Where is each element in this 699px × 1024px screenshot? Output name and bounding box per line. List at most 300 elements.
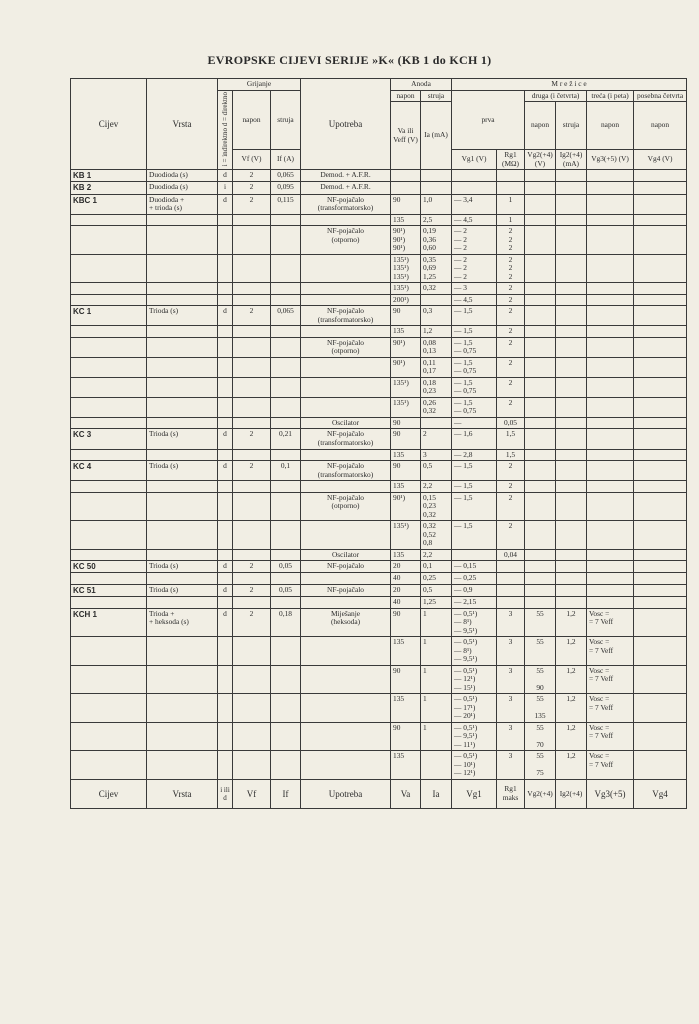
cell-upotreba: Oscilator [301,417,391,429]
cell-if [271,751,301,780]
cell-ig2 [556,549,587,561]
cell-rg1 [497,561,525,573]
table-row [71,337,687,357]
cell-vg2 [525,254,556,283]
footer-row [71,779,687,808]
cell-upotreba: NF-pojačalo (transformatorsko) [301,306,391,326]
cell-vg1: — 3 [452,283,497,295]
cell-cijev [71,326,147,338]
cell-if [271,492,301,521]
cell-if [271,722,301,751]
cell-vg3 [587,326,634,338]
cell-vg4 [634,429,687,449]
cell-vg2 [525,326,556,338]
cell-vg3 [587,226,634,255]
cell-vg1: — 0,9 [452,584,497,596]
cell-ig2 [556,597,587,609]
cell-vg1: — 0,5¹) — 8¹) — 9,5¹) [452,608,497,637]
cell-vg4 [634,283,687,295]
cell-vg3 [587,182,634,194]
cell-ig2 [556,521,587,550]
cell-vrsta [147,481,218,493]
cell-rg1: 3 [497,608,525,637]
cell-vg4 [634,722,687,751]
header-druga-struja: struja [556,102,587,150]
cell-va: 135 [391,449,421,461]
cell-vg1: — 1,5 [452,481,497,493]
cell-va: 135¹) [391,521,421,550]
table-row [71,597,687,609]
cell-vrsta [147,417,218,429]
cell-vf [233,397,271,417]
cell-vg2 [525,597,556,609]
cell-vrsta [147,637,218,666]
cell-vg2: 55 [525,608,556,637]
cell-vg2 [525,461,556,481]
cell-vrsta [147,751,218,780]
cell-if: 0,18 [271,608,301,637]
cell-rg1: 3 [497,694,525,723]
cell-cijev [71,637,147,666]
header-treca-napon: napon [587,102,634,150]
cell-if [271,337,301,357]
cell-vg1: — 1,5 — 0,75 [452,337,497,357]
header-rg1: Rg1 (MΩ) [497,150,525,170]
cell-vrsta [147,283,218,295]
table-row [71,694,687,723]
cell-va: 135 [391,549,421,561]
table-row [71,521,687,550]
cell-rg1: 2 [497,306,525,326]
cell-rg1: 1,5 [497,429,525,449]
cell-ig2 [556,337,587,357]
cell-vg2: 55 135 [525,694,556,723]
cell-va: 90¹) [391,492,421,521]
cell-vg2: 55 70 [525,722,556,751]
cell-upotreba [301,722,391,751]
cell-rg1: 3 [497,751,525,780]
cell-if [271,226,301,255]
cell-rg1: 0,05 [497,417,525,429]
cell-cijev [71,521,147,550]
cell-type [218,226,233,255]
cell-vg1: — 0,5¹) — 12¹) — 15¹) [452,665,497,694]
cell-vg4 [634,214,687,226]
cell-ia: 0,11 0,17 [421,357,452,377]
cell-vrsta [147,397,218,417]
cell-vg2 [525,397,556,417]
cell-vg3 [587,429,634,449]
cell-rg1: 2 [497,294,525,306]
cell-vrsta [147,254,218,283]
cell-vg1: — 4,5 [452,294,497,306]
cell-vg4 [634,584,687,596]
cell-vrsta [147,294,218,306]
footer-va: Va [391,779,421,808]
tube-table [70,78,687,809]
cell-ig2 [556,226,587,255]
cell-if [271,665,301,694]
cell-va: 135¹) 135¹) 135¹) [391,254,421,283]
table-row [71,397,687,417]
cell-upotreba: Demod. + A.F.R. [301,170,391,182]
header-posebna-napon: napon [634,102,687,150]
cell-va: 200¹) [391,294,421,306]
cell-upotreba [301,751,391,780]
footer-vf: Vf [233,779,271,808]
cell-upotreba: NF-pojačalo [301,584,391,596]
cell-upotreba [301,521,391,550]
cell-rg1: 2 [497,481,525,493]
header-mrezice: M r e ž i c e [452,79,687,91]
cell-vg2 [525,194,556,214]
cell-vrsta [147,597,218,609]
cell-vg1: — 1,6 [452,429,497,449]
footer-upotreba: Upotreba [301,779,391,808]
cell-vg1: — 1,5 — 0,75 [452,397,497,417]
cell-if [271,214,301,226]
cell-vg3: Vosc = = 7 Veff [587,608,634,637]
table-row [71,751,687,780]
cell-va: 90 [391,306,421,326]
cell-vrsta [147,573,218,585]
cell-vf [233,665,271,694]
cell-ia: 1 [421,637,452,666]
cell-upotreba: NF-pojačalo (otporno) [301,492,391,521]
cell-ig2 [556,182,587,194]
cell-if: 0,21 [271,429,301,449]
table-row [71,214,687,226]
cell-vf: 2 [233,194,271,214]
cell-vg3 [587,573,634,585]
cell-vg3 [587,417,634,429]
cell-ia: 1,2 [421,326,452,338]
cell-vg3: Vosc = = 7 Veff [587,694,634,723]
table-row [71,182,687,194]
cell-vg3 [587,194,634,214]
cell-ia: 1 [421,694,452,723]
cell-va: 40 [391,597,421,609]
cell-vg3 [587,481,634,493]
header-grijanje-napon: napon [233,90,271,150]
cell-vrsta [147,492,218,521]
cell-ig2: 1,2 [556,608,587,637]
footer-vg2: Vg2(+4) [525,779,556,808]
cell-vg1: — 2,15 [452,597,497,609]
cell-vf: 2 [233,584,271,596]
cell-ig2 [556,283,587,295]
cell-vg1: — 0,15 [452,561,497,573]
cell-if: 0,115 [271,194,301,214]
cell-vg4 [634,573,687,585]
cell-ia: 0,35 0,69 1,25 [421,254,452,283]
cell-type [218,337,233,357]
cell-vg4 [634,549,687,561]
cell-rg1: 1,5 [497,449,525,461]
cell-vrsta: Duodioda (s) [147,170,218,182]
cell-cijev [71,337,147,357]
cell-vrsta [147,521,218,550]
cell-upotreba: NF-pojačalo (otporno) [301,226,391,255]
cell-ia: 3 [421,449,452,461]
cell-vg4 [634,521,687,550]
cell-vg4 [634,182,687,194]
cell-vg1: — 2,8 [452,449,497,461]
cell-type [218,665,233,694]
cell-vg3 [587,549,634,561]
cell-rg1: 2 [497,461,525,481]
cell-upotreba [301,326,391,338]
cell-cijev [71,449,147,461]
cell-ig2 [556,170,587,182]
table-row [71,170,687,182]
cell-cijev [71,214,147,226]
cell-if: 0,065 [271,306,301,326]
cell-cijev: KC 4 [71,461,147,481]
cell-ig2: 1,2 [556,751,587,780]
cell-vg2 [525,377,556,397]
cell-ia: 0,1 [421,561,452,573]
cell-vg2 [525,214,556,226]
cell-cijev [71,226,147,255]
header-vf: Vf (V) [233,150,271,170]
cell-vf: 2 [233,429,271,449]
cell-va: 90 [391,417,421,429]
cell-vg4 [634,397,687,417]
cell-vf [233,283,271,295]
cell-vg4 [634,481,687,493]
cell-ia: 1 [421,665,452,694]
cell-vrsta [147,326,218,338]
cell-type: d [218,584,233,596]
cell-vg2 [525,306,556,326]
table-row [71,417,687,429]
cell-cijev [71,751,147,780]
cell-vrsta [147,226,218,255]
footer-vg1: Vg1 [452,779,497,808]
cell-vf [233,694,271,723]
cell-upotreba: NF-pojačalo (transformatorsko) [301,461,391,481]
cell-ia: 0,5 [421,461,452,481]
cell-ia: 1,0 [421,194,452,214]
cell-if [271,397,301,417]
cell-vg4 [634,608,687,637]
table-row [71,306,687,326]
cell-ig2 [556,492,587,521]
cell-ia: 2,5 [421,214,452,226]
cell-ig2 [556,306,587,326]
cell-vg4 [634,254,687,283]
cell-vg4 [634,357,687,377]
cell-vg3 [587,561,634,573]
cell-vg4 [634,170,687,182]
cell-rg1: 2 [497,397,525,417]
cell-vf: 2 [233,561,271,573]
cell-cijev [71,254,147,283]
cell-ia: 1 [421,608,452,637]
cell-ig2 [556,214,587,226]
cell-vg3 [587,170,634,182]
cell-vf [233,337,271,357]
header-posebna: posebna četvrta [634,90,687,102]
cell-vrsta: Duodioda + + trioda (s) [147,194,218,214]
cell-cijev [71,357,147,377]
cell-if [271,694,301,723]
table-row [71,549,687,561]
cell-vg2 [525,294,556,306]
cell-vf: 2 [233,608,271,637]
cell-type [218,397,233,417]
cell-vrsta: Trioda (s) [147,584,218,596]
cell-type: d [218,170,233,182]
cell-cijev [71,597,147,609]
cell-vg1 [452,549,497,561]
cell-ig2 [556,573,587,585]
cell-if [271,417,301,429]
cell-ia: 0,15 0,23 0,32 [421,492,452,521]
cell-vg2 [525,283,556,295]
cell-va [391,170,421,182]
cell-rg1: 1 [497,194,525,214]
cell-vf [233,722,271,751]
header-grijanje-struja: struja [271,90,301,150]
cell-va: 20 [391,584,421,596]
header-ig2: Ig2(+4) (mA) [556,150,587,170]
cell-cijev [71,492,147,521]
cell-rg1: 3 [497,722,525,751]
table-row [71,722,687,751]
cell-upotreba [301,449,391,461]
cell-ig2 [556,561,587,573]
cell-vg3 [587,337,634,357]
cell-vg2 [525,357,556,377]
cell-type [218,377,233,397]
cell-cijev [71,294,147,306]
cell-rg1: 2 2 2 [497,254,525,283]
cell-cijev [71,377,147,397]
cell-type [218,481,233,493]
cell-ia: 0,5 [421,584,452,596]
cell-vg2: 55 90 [525,665,556,694]
table-row [71,326,687,338]
cell-vg4 [634,461,687,481]
cell-cijev: KB 1 [71,170,147,182]
cell-upotreba [301,573,391,585]
cell-va: 20 [391,561,421,573]
cell-if [271,481,301,493]
cell-ia: 2 [421,429,452,449]
cell-vf [233,481,271,493]
cell-if [271,326,301,338]
cell-vg1: — 0,5¹) — 9,5¹) — 11¹) [452,722,497,751]
cell-vf [233,357,271,377]
cell-vrsta: Trioda (s) [147,461,218,481]
cell-vg3 [587,254,634,283]
cell-vf [233,597,271,609]
cell-va: 90¹) 90¹) 90¹) [391,226,421,255]
cell-vg4 [634,637,687,666]
cell-vg4 [634,294,687,306]
table-row [71,226,687,255]
cell-ia [421,170,452,182]
cell-vg1: — 1,5 — 0,75 [452,377,497,397]
cell-vf: 2 [233,461,271,481]
cell-cijev: KC 3 [71,429,147,449]
cell-if [271,377,301,397]
cell-cijev: KC 1 [71,306,147,326]
cell-ig2 [556,294,587,306]
cell-vg1: — 0,5¹) — 17¹) — 20¹) [452,694,497,723]
cell-vg3 [587,294,634,306]
table-row [71,561,687,573]
cell-ia: 0,32 0,52 0,8 [421,521,452,550]
cell-vg2 [525,549,556,561]
cell-vg3 [587,449,634,461]
table-row [71,283,687,295]
cell-ig2 [556,194,587,214]
cell-vg3 [587,214,634,226]
cell-vf: 2 [233,170,271,182]
cell-va: 135 [391,751,421,780]
cell-vrsta [147,449,218,461]
table-row [71,492,687,521]
cell-type [218,549,233,561]
cell-va: 135¹) [391,397,421,417]
table-row [71,377,687,397]
cell-upotreba: NF-pojačalo (transformatorsko) [301,194,391,214]
cell-rg1: 2 [497,377,525,397]
cell-upotreba: NF-pojačalo [301,561,391,573]
cell-vf [233,573,271,585]
cell-type [218,357,233,377]
header-prva: prva [452,90,525,150]
cell-vrsta [147,549,218,561]
cell-type [218,722,233,751]
cell-vrsta [147,377,218,397]
cell-vg3 [587,357,634,377]
cell-if: 0,065 [271,170,301,182]
cell-rg1: 2 [497,283,525,295]
cell-ia: 0,3 [421,306,452,326]
cell-ig2 [556,397,587,417]
cell-vg3: Vosc = = 7 Veff [587,637,634,666]
table-row [71,665,687,694]
cell-vg4 [634,561,687,573]
header-cijev: Cijev [71,79,147,170]
cell-rg1: 1 [497,214,525,226]
cell-vg4 [634,597,687,609]
cell-type: i [218,182,233,194]
cell-type [218,449,233,461]
cell-cijev [71,549,147,561]
header-ia: Ia (mA) [421,102,452,170]
cell-vrsta [147,722,218,751]
cell-vg1: — 2 — 2 — 2 [452,254,497,283]
cell-vg2 [525,182,556,194]
table-row [71,608,687,637]
cell-ig2: 1,2 [556,665,587,694]
cell-ia [421,751,452,780]
table-row [71,429,687,449]
cell-type [218,573,233,585]
cell-ig2 [556,449,587,461]
cell-cijev: KC 50 [71,561,147,573]
footer-ig2: Ig2(+4) [556,779,587,808]
cell-type: d [218,561,233,573]
cell-vg4 [634,377,687,397]
cell-vg1: — 1,5 [452,306,497,326]
cell-cijev [71,694,147,723]
